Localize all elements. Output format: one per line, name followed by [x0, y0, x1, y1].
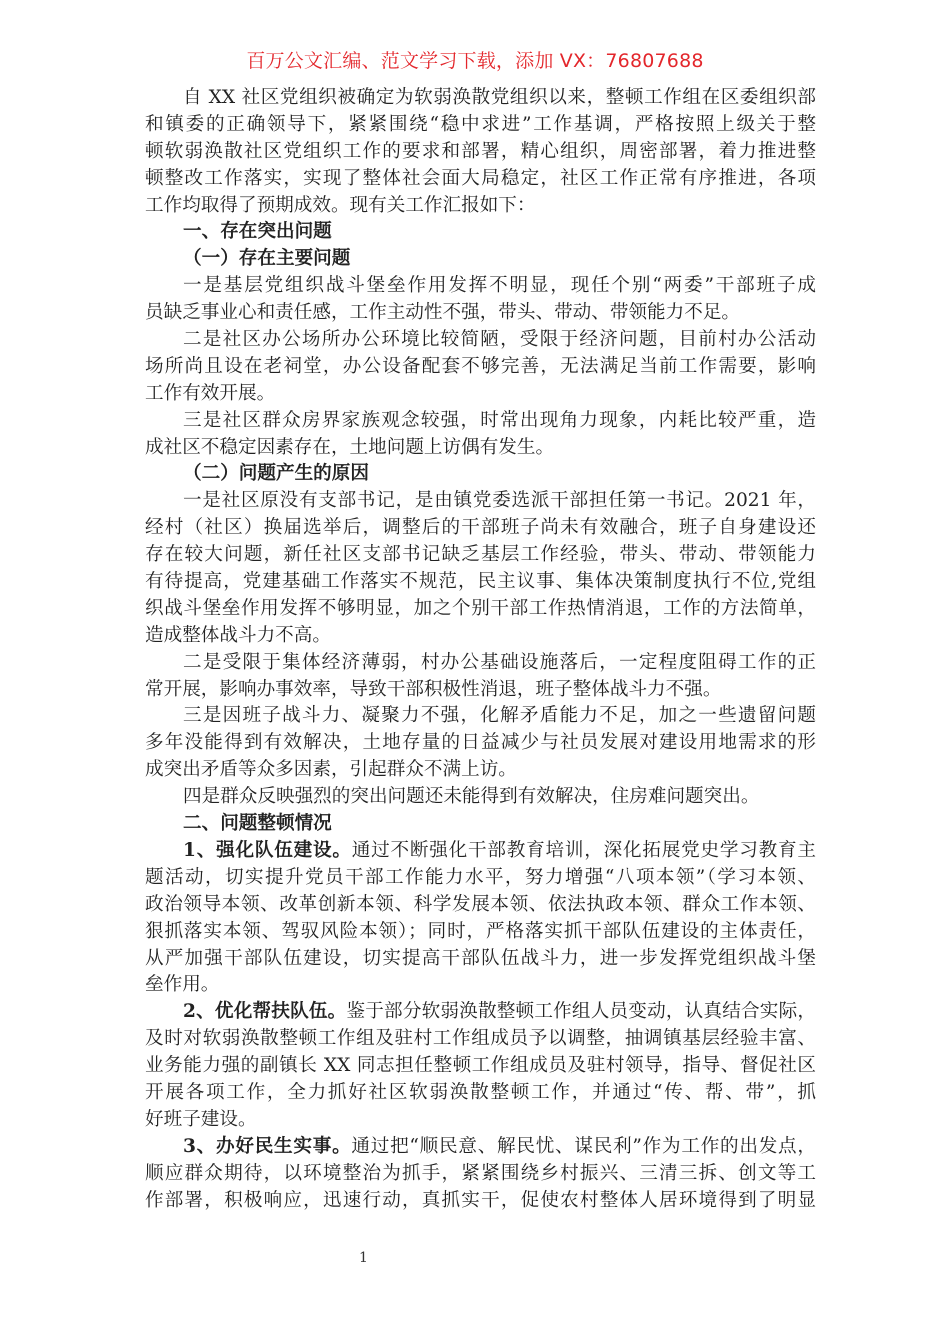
line-text: 一、存在突出问题	[183, 221, 332, 243]
line-text: 政治领导本领、改革创新本领、科学发展本领、依法执政本领、群众工作本领、	[145, 893, 816, 915]
paragraph	[145, 838, 816, 999]
line-text: 作部署，积极响应，迅速行动，真抓实干，促使农村整体人居环境得到了明显	[145, 1189, 816, 1211]
line-text: 顺应群众期待，以环境整治为抓手，紧紧围绕乡村振兴、三清三拆、创文等工	[145, 1162, 816, 1184]
text-line	[145, 193, 816, 220]
text-line	[145, 542, 816, 569]
text-line	[145, 919, 816, 946]
line-text: 自 XX 社区党组织被确定为软弱涣散党组织以来，整顿工作组在区委组织部	[183, 87, 816, 108]
document-body	[145, 85, 816, 1214]
line-text: 成社区不稳定因素存在，土地问题上访偶有发生。	[145, 436, 555, 458]
text-line	[145, 1107, 816, 1134]
text-line	[145, 892, 816, 919]
paragraph	[145, 703, 816, 784]
section-heading	[145, 811, 816, 838]
line-text: 常开展，影响办事效率，导致干部积极性消退，班子整体战斗力不强。	[145, 678, 722, 700]
text-line	[145, 865, 816, 892]
text-line	[145, 1134, 816, 1161]
line-text: 从严加强干部队伍建设，切实提高干部队伍战斗力，进一步发挥党组织战斗堡	[145, 947, 816, 969]
paragraph	[145, 273, 816, 327]
text-line	[145, 999, 816, 1026]
item-lead: 3、办好民生实事。	[183, 1135, 352, 1157]
text-line	[145, 838, 816, 865]
text-line	[145, 677, 816, 704]
line-text: 经村（社区）换届选举后，调整后的干部班子尚未有效融合，班子自身建设还	[145, 517, 816, 539]
line-text: 顿软弱涣散社区党组织工作的要求和部署，精心组织，周密部署，着力推进整	[145, 140, 816, 162]
text-line	[145, 1080, 816, 1107]
line-text: 三是社区群众房界家族观念较强，时常出现角力现象，内耗比较严重，造	[183, 409, 816, 431]
line-text: 二是受限于集体经济薄弱，村办公基础设施落后，一定程度阻碍工作的正	[183, 651, 816, 673]
text-line	[145, 139, 816, 166]
text-line	[145, 435, 816, 462]
text-line	[145, 569, 816, 596]
line-text: 造成整体战斗力不高。	[145, 624, 331, 646]
paragraph	[145, 784, 816, 811]
line-text: 二是社区办公场所办公环境比较简陋，受限于经济问题，目前村办公活动	[183, 329, 816, 351]
line-text: 顿整改工作落实，实现了整体社会面大局稳定，社区工作正常有序推进，各项	[145, 167, 816, 189]
line-text: 有待提高，党建基础工作落实不规范，民主议事、集体决策制度执行不位,党组	[145, 571, 816, 593]
text-line	[145, 1053, 816, 1080]
text-line	[145, 972, 816, 999]
section-heading	[145, 219, 816, 246]
line-text: 四是群众反映强烈的突出问题还未能得到有效解决，住房难问题突出。	[183, 786, 760, 808]
line-text: 一是社区原没有支部书记，是由镇党委选派干部担任第一书记。2021 年，	[183, 490, 816, 512]
line-text: 多年没能得到有效解决，土地存量的日益减少与社员发展对建设用地需求的形	[145, 732, 816, 754]
line-text: 通过不断强化干部教育培训，深化拓展党史学习教育主	[351, 839, 816, 861]
line-text: 和镇委的正确领导下，紧紧围绕“稳中求进”工作基调，严格按照上级关于整	[145, 113, 816, 135]
line-text: 工作均取得了预期成效。现有关工作汇报如下：	[145, 194, 536, 216]
line-text: 开展各项工作，全力抓好社区软弱涣散整顿工作，并通过“传、帮、带”，抓	[145, 1081, 816, 1103]
line-text: 二、问题整顿情况	[183, 813, 332, 835]
line-text: 一是基层党组织战斗堡垒作用发挥不明显，现任个别“两委”干部班子成	[183, 275, 816, 297]
line-text: 业务能力强的副镇长 XX 同志担任整顿工作组成员及驻村领导，指导、督促社区	[145, 1055, 816, 1077]
paragraph	[145, 85, 816, 219]
line-text: （一）存在主要问题	[183, 248, 351, 270]
text-line	[145, 461, 816, 488]
text-line	[145, 354, 816, 381]
line-text: 鉴于部分软弱涣散整顿工作组人员变动，认真结合实际，	[346, 1001, 816, 1023]
section-heading	[145, 246, 816, 273]
line-text: 三是因班子战斗力、凝聚力不强，化解矛盾能力不足，加之一些遗留问题	[183, 705, 816, 727]
paragraph	[145, 999, 816, 1133]
watermark-header: 百万公文汇编、范文学习下载，添加 VX：76807688	[246, 50, 704, 72]
paragraph	[145, 408, 816, 462]
text-line	[145, 623, 816, 650]
text-line	[145, 596, 816, 623]
text-line	[145, 381, 816, 408]
text-line	[145, 1161, 816, 1188]
line-text: 成突出矛盾等众多因素，引起群众不满上访。	[145, 759, 517, 781]
line-text: 及时对软弱涣散整顿工作组及驻村工作组成员予以调整，抽调镇基层经验丰富、	[145, 1028, 816, 1050]
section-heading	[145, 461, 816, 488]
text-line	[145, 327, 816, 354]
item-lead: 1、强化队伍建设。	[183, 839, 352, 861]
text-line	[145, 246, 816, 273]
line-text: 员缺乏事业心和责任感，工作主动性不强，带头、带动、带领能力不足。	[145, 302, 741, 324]
text-line	[145, 300, 816, 327]
line-text: 垒作用。	[145, 974, 220, 996]
text-line	[145, 112, 816, 139]
paragraph	[145, 327, 816, 408]
line-text: 通过把“顺民意、解民忧、谋民利”作为工作的出发点，	[351, 1135, 816, 1157]
text-line	[145, 408, 816, 435]
text-line	[145, 650, 816, 677]
text-line	[145, 488, 816, 515]
line-text: 工作有效开展。	[145, 382, 276, 404]
text-line	[145, 85, 816, 112]
text-line	[145, 757, 816, 784]
text-line	[145, 219, 816, 246]
text-line	[145, 946, 816, 973]
item-lead: 2、优化帮扶队伍。	[183, 1001, 347, 1023]
line-text: 场所尚且设在老祠堂，办公设备配套不够完善，无法满足当前工作需要，影响	[145, 355, 816, 377]
paragraph	[145, 1134, 816, 1215]
page-number: 1	[359, 1250, 368, 1266]
line-text: 题活动，切实提升党员干部工作能力水平，努力增强“八项本领”（学习本领、	[145, 866, 816, 888]
text-line	[145, 730, 816, 757]
paragraph	[145, 650, 816, 704]
text-line	[145, 1026, 816, 1053]
text-line	[145, 703, 816, 730]
line-text: 存在较大问题，新任社区支部书记缺乏基层工作经验，带头、带动、带领能力	[145, 544, 816, 566]
line-text: （二）问题产生的原因	[183, 463, 369, 485]
text-line	[145, 784, 816, 811]
text-line	[145, 811, 816, 838]
text-line	[145, 166, 816, 193]
paragraph	[145, 488, 816, 649]
line-text: 织战斗堡垒作用发挥不够明显，加之个别干部工作热情消退，工作的方法简单，	[145, 597, 816, 619]
text-line	[145, 515, 816, 542]
text-line	[145, 1188, 816, 1215]
text-line	[145, 273, 816, 300]
line-text: 好班子建设。	[145, 1108, 257, 1130]
line-text: 狠抓落实本领、驾驭风险本领）；同时，严格落实抓干部队伍建设的主体责任，	[145, 920, 816, 942]
